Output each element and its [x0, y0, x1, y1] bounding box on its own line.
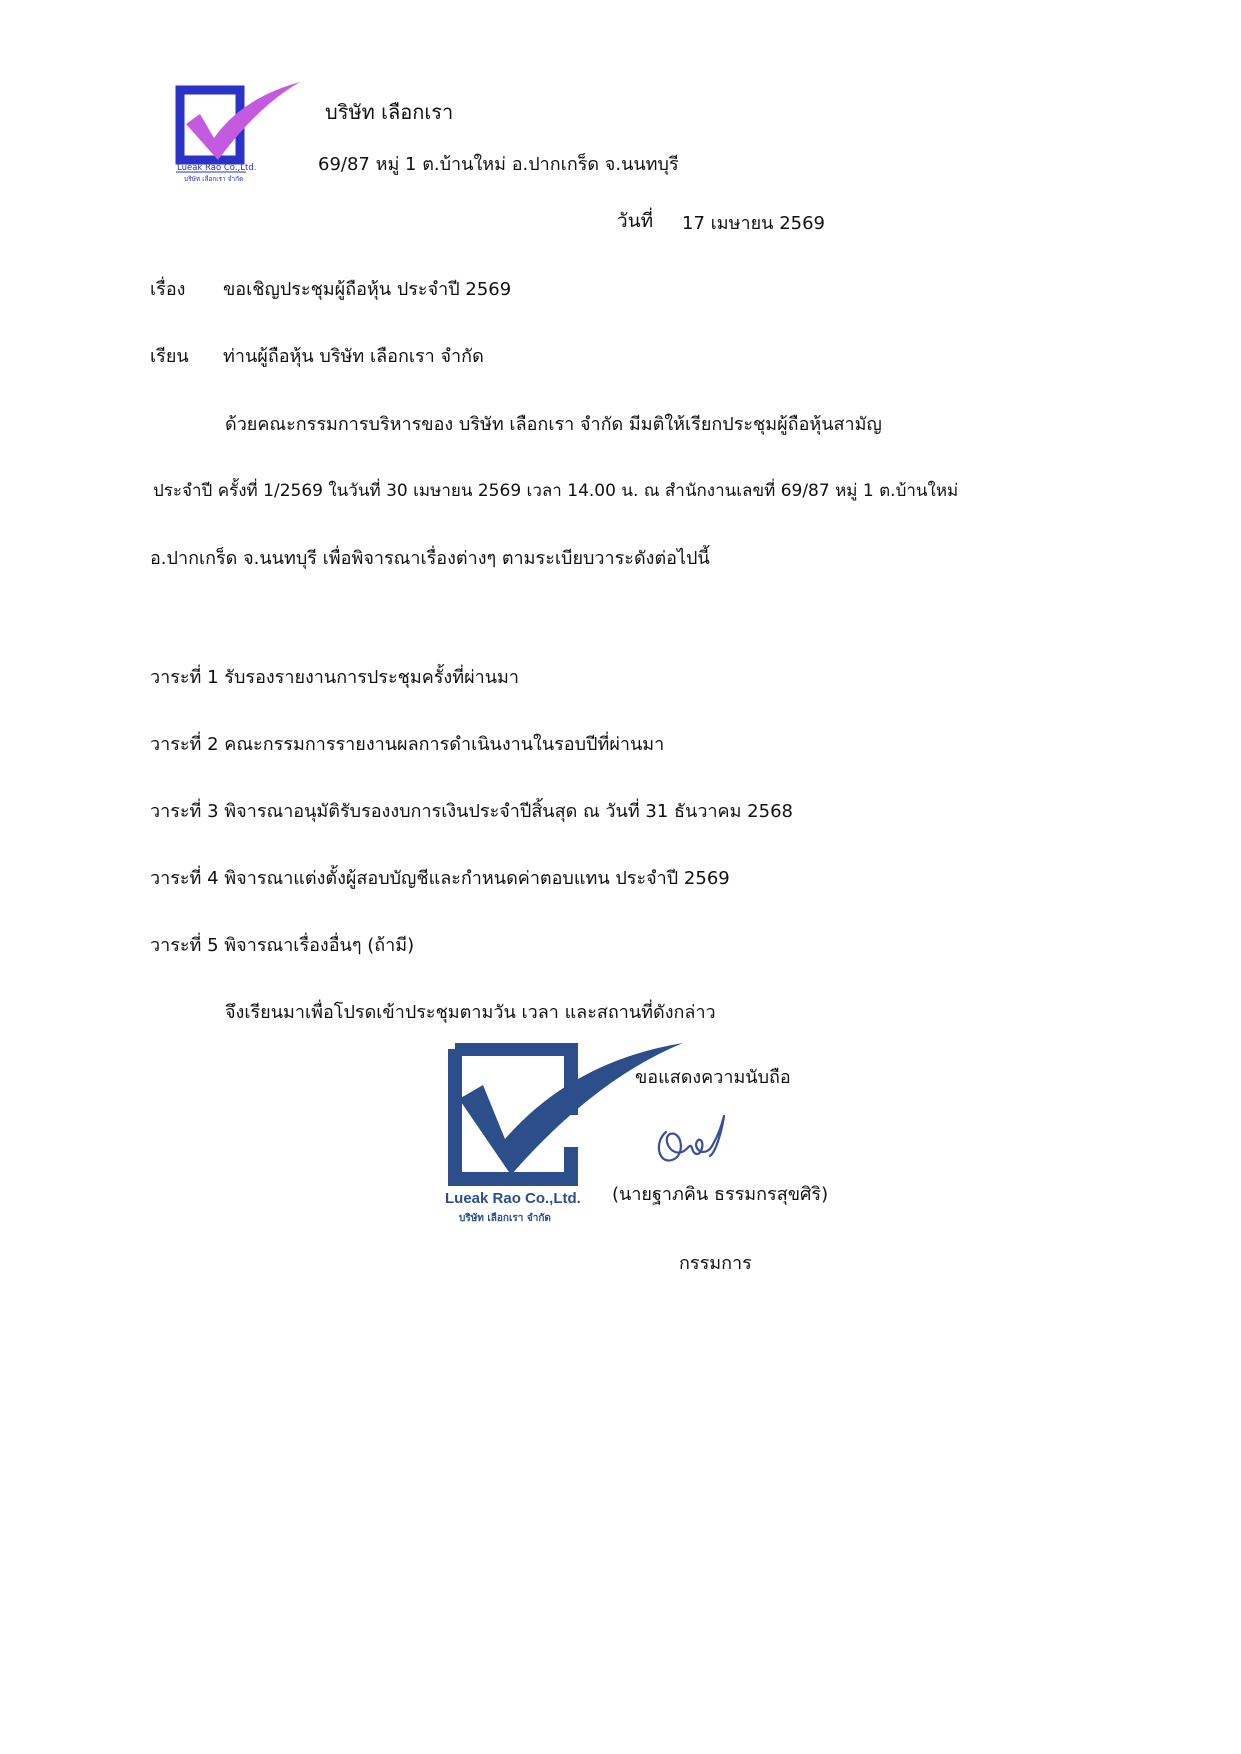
body-line-1: ด้วยคณะกรรมการบริหารของ บริษัท เลือกเรา จำกัด มีมติให้เรียกประชุมผู้ถือหุ้นสามัญ [225, 414, 882, 435]
company-address: 69/87 หมู่ 1 ต.บ้านใหม่ อ.ปากเกร็ด จ.นนทบุรี [318, 154, 679, 175]
signature [652, 1112, 732, 1174]
agenda-item-1: วาระที่ 1 รับรองรายงานการประชุมครั้งที่ผ่านมา [150, 667, 520, 688]
body-line-3: อ.ปากเกร็ด จ.นนทบุรี เพื่อพิจารณาเรื่องต่างๆ ตามระเบียบวาระดังต่อไปนี้ [150, 548, 710, 569]
body-line-2: ประจำปี ครั้งที่ 1/2569 ในวันที่ 30 เมษายน 2569 เวลา 14.00 น. ณ สำนักงานเลขที่ 69/87 หมู่ 1 ต.บ้านใหม่ [153, 481, 959, 501]
recipient-label: เรียน [150, 346, 189, 367]
closing-invite: จึงเรียนมาเพื่อโปรดเข้าประชุมตามวัน เวลา และสถานที่ดังกล่าว [225, 1002, 716, 1023]
agenda-item-5: วาระที่ 5 พิจารณาเรื่องอื่นๆ (ถ้ามี) [150, 935, 415, 956]
subject-label: เรื่อง [150, 279, 186, 300]
agenda-item-4: วาระที่ 4 พิจารณาแต่งตั้งผู้สอบบัญชีและกำหนดค่าตอบแทน ประจำปี 2569 [150, 868, 730, 889]
recipient-text: ท่านผู้ถือหุ้น บริษัท เลือกเรา จำกัด [223, 346, 484, 367]
agenda-item-3: วาระที่ 3 พิจารณาอนุมัติรับรองงบการเงินประจำปีสิ้นสุด ณ วันที่ 31 ธันวาคม 2568 [150, 801, 793, 822]
agenda-item-2: วาระที่ 2 คณะกรรมการรายงานผลการดำเนินงานในรอบปีที่ผ่านมา [150, 734, 665, 755]
signer-title: กรรมการ [679, 1253, 752, 1274]
subject-text: ขอเชิญประชุมผู้ถือหุ้น ประจำปี 2569 [223, 279, 512, 300]
signer-name: (นายฐาภคิน ธรรมกรสุขศิริ) [612, 1184, 829, 1205]
stamp-text-th: บริษัท เลือกเรา จำกัด [459, 1213, 551, 1224]
date-value: 17 เมษายน 2569 [682, 213, 825, 234]
date-label: วันที่ [617, 210, 654, 232]
closing-regards: ขอแสดงความนับถือ [635, 1067, 791, 1088]
logo-text-th: บริษัท เลือกเรา จำกัด [184, 175, 244, 183]
company-logo-checkmark [172, 80, 302, 192]
stamp-text-en: Lueak Rao Co.,Ltd. [445, 1190, 581, 1207]
logo-text-en: Lueak Rao Co.,Ltd. [177, 163, 257, 173]
company-name: บริษัท เลือกเรา [325, 100, 454, 124]
